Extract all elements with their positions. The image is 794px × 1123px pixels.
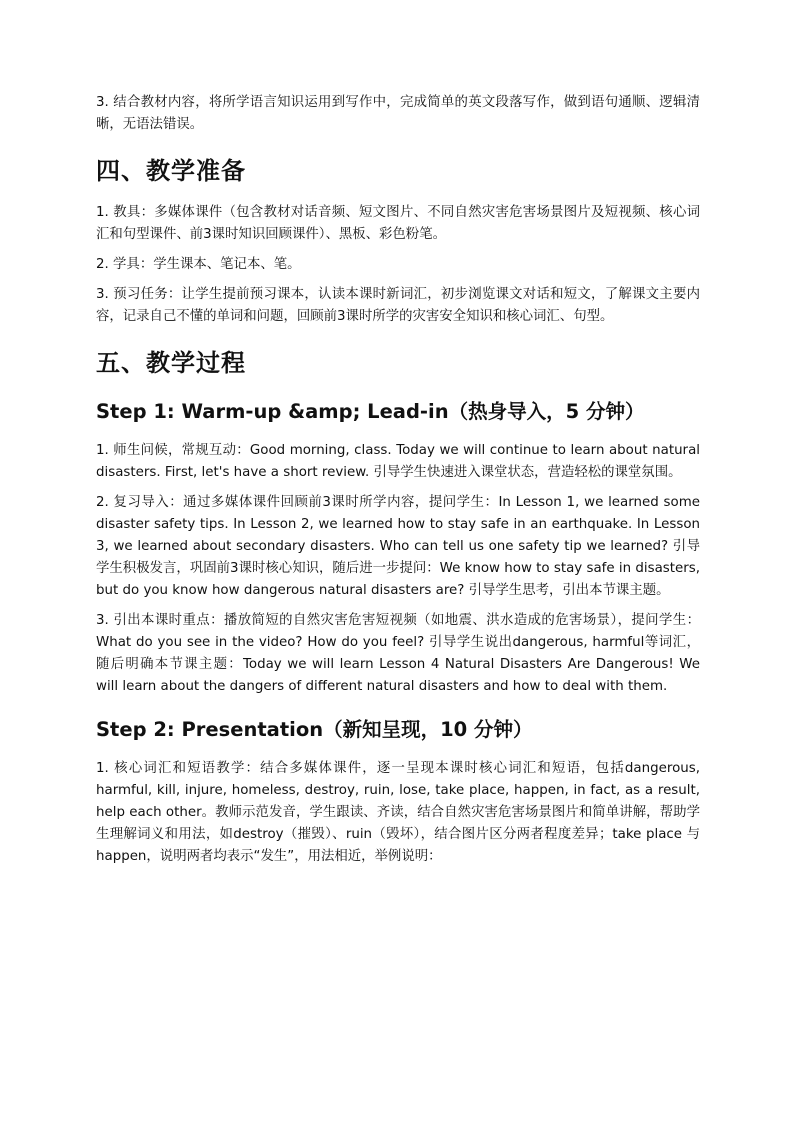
step1-item-1: 1. 师生问候，常规互动：Good morning, class. Today we will continue to learn about natural disasters. First, let's have a short review. 引导学生快速进入课堂状态，营造轻松的课堂氛围。: [96, 443, 700, 480]
step1-item-2: 2. 复习导入：通过多媒体课件回顾前3课时所学内容，提问学生：In Lesson 1, we learned some disaster safety tips. In Lesson 2, we learned how to stay safe in an earthquake. In Lesson 3, we learned about secondary disasters. Who can tell us one safety tip we learned? 引导学生积极发言，巩固前3课时核心知识，随后进一步提问：We know how to stay safe in disasters, but do you know how dangerous natural disasters are? 引导学生思考，引出本节课主题。: [96, 495, 700, 598]
step2-heading: Step 2: Presentation（新知呈现，10 分钟）: [96, 718, 533, 741]
section-heading-process: 五、教学过程: [96, 349, 246, 377]
objective-3: 3. 结合教材内容，将所学语言知识运用到写作中，完成简单的英文段落写作，做到语句通顺、逻辑清晰，无语法错误。: [96, 95, 700, 132]
preparation-student-tools: 2. 学具：学生课本、笔记本、笔。: [96, 257, 301, 272]
step1-heading: Step 1: Warm-up &amp; Lead-in（热身导入，5 分钟）: [96, 400, 645, 423]
preparation-preview-task: 3. 预习任务：让学生提前预习课本，认读本课时新词汇，初步浏览课文对话和短文，了解课文主要内容，记录自己不懂的单词和问题，回顾前3课时所学的灾害安全知识和核心词汇、句型。: [96, 287, 700, 324]
preparation-teaching-aids: 1. 教具：多媒体课件（包含教材对话音频、短文图片、不同自然灾害危害场景图片及短视频、核心词汇和句型课件、前3课时知识回顾课件）、黑板、彩色粉笔。: [96, 205, 700, 242]
document-page: [96, 92, 700, 876]
step1-item-3: 3. 引出本课时重点：播放简短的自然灾害危害短视频（如地震、洪水造成的危害场景），提问学生：What do you see in the video? How do you feel? 引导学生说出dangerous, harmful等词汇，随后明确本节课主题：Today we will learn Lesson 4 Natural Disasters Are Dangerous! We will learn about the dangers of different natural disasters and how to deal with them.: [96, 613, 700, 694]
section-heading-preparation: 四、教学准备: [96, 157, 246, 185]
step2-item-1: 1. 核心词汇和短语教学：结合多媒体课件，逐一呈现本课时核心词汇和短语，包括dangerous, harmful, kill, injure, homeless, destroy, ruin, lose, take place, happen, in fact, as a result, help each other。教师示范发音，学生跟读、齐读，结合自然灾害危害场景图片和简单讲解，帮助学生理解词义和用法，如destroy（摧毁）、ruin（毁坏），结合图片区分两者程度差异；take place 与 happen，说明两者均表示“发生”，用法相近，举例说明：: [96, 761, 700, 864]
